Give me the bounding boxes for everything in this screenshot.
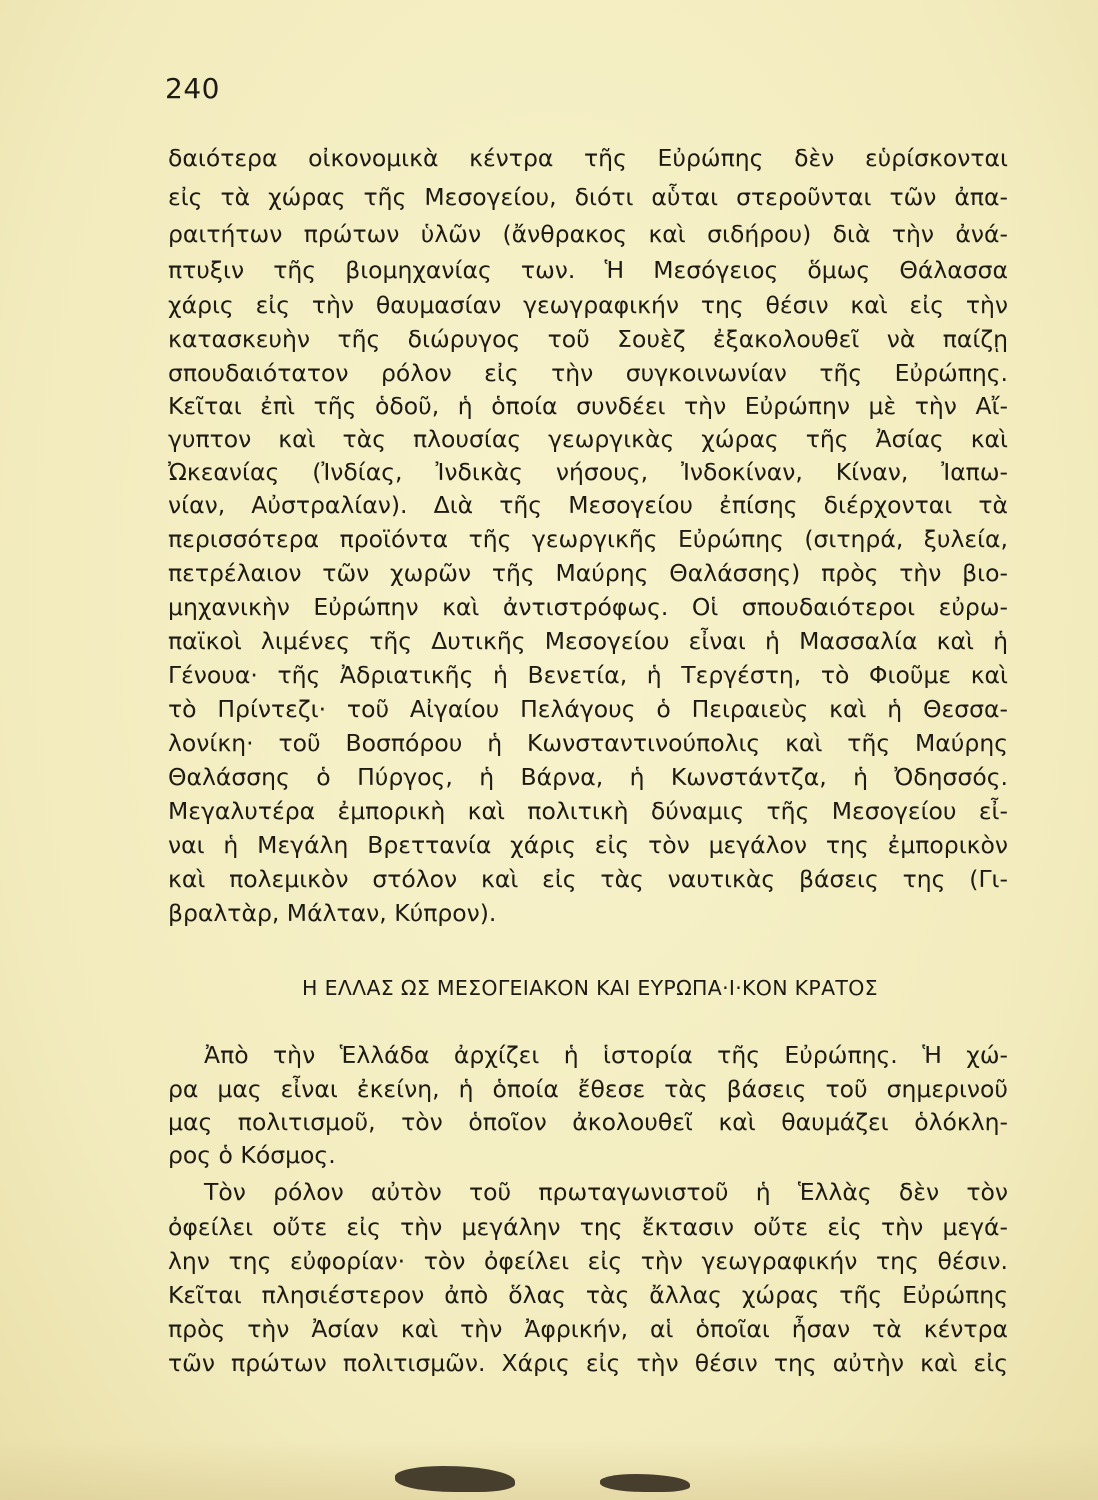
text-line: κατασκευὴν τῆς διώρυγος τοῦ Σουὲζ ἐξακολουθεῖ νὰ παίζῃ xyxy=(168,325,1008,353)
text-line: νίαν, Αὐστραλίαν). Διὰ τῆς Μεσογείου ἐπίσης διέρχονται τὰ xyxy=(168,491,1008,519)
page-number: 240 xyxy=(165,72,220,105)
worn-page-edge xyxy=(0,1440,1098,1500)
text-line: πετρέλαιον τῶν χωρῶν τῆς Μαύρης Θαλάσσης) πρὸς τὴν βιο- xyxy=(168,559,1008,587)
text-line: Μεγαλυτέρα ἐμπορικὴ καὶ πολιτικὴ δύναμις τῆς Μεσογείου εἶ- xyxy=(168,797,1008,825)
text-line: Ὠκεανίας (Ἰνδίας, Ἰνδικὰς νήσους, Ἰνδοκίναν, Κίναν, Ἰαπω- xyxy=(168,458,1008,486)
text-line: πρὸς τὴν Ἀσίαν καὶ τὴν Ἀφρικήν, αἱ ὁποῖαι ἦσαν τὰ κέντρα xyxy=(168,1315,1008,1343)
ink-stain xyxy=(600,1474,690,1492)
text-line: δαιότερα οἰκονομικὰ κέντρα τῆς Εὐρώπης δὲν εὑρίσκονται xyxy=(168,144,1008,172)
text-line: χάρις εἰς τὴν θαυμασίαν γεωγραφικήν της θέσιν καὶ εἰς τὴν xyxy=(168,291,1008,319)
text-line: λην της εὐφορίαν· τὸν ὀφείλει εἰς τὴν γεωγραφικήν της θέσιν. xyxy=(168,1247,1008,1275)
text-line: Γένουα· τῆς Ἀδριατικῆς ἡ Βενετία, ἡ Τεργέστη, τὸ Φιοῦμε καὶ xyxy=(168,661,1008,689)
text-line: πτυξιν τῆς βιομηχανίας των. Ἡ Μεσόγειος ὅμως Θάλασσα xyxy=(168,256,1008,284)
text-line: Κεῖται πλησιέστερον ἀπὸ ὅλας τὰς ἄλλας χώρας τῆς Εὐρώπης xyxy=(168,1281,1008,1309)
text-line: τὸ Πρίντεζι· τοῦ Αἰγαίου Πελάγους ὁ Πειραιεὺς καὶ ἡ Θεσσα- xyxy=(168,695,1008,723)
text-line: Ἀπὸ τὴν Ἑλλάδα ἀρχίζει ἡ ἱστορία τῆς Εὐρώπης. Ἡ χώ- xyxy=(204,1041,1008,1069)
text-line: παϊκοὶ λιμένες τῆς Δυτικῆς Μεσογείου εἶναι ἡ Μασσαλία καὶ ἡ xyxy=(168,627,1008,655)
text-line: περισσότερα προϊόντα τῆς γεωργικῆς Εὐρώπης (σιτηρά, ξυλεία, xyxy=(168,525,1008,553)
text-line: σπουδαιότατον ρόλον εἰς τὴν συγκοινωνίαν τῆς Εὐρώπης. xyxy=(168,359,1008,387)
text-line: λονίκη· τοῦ Βοσπόρου ἡ Κωνσταντινούπολις καὶ τῆς Μαύρης xyxy=(168,729,1008,757)
text-line: γυπτον καὶ τὰς πλουσίας γεωργικὰς χώρας τῆς Ἀσίας καὶ xyxy=(168,425,1008,453)
text-line: ραιτήτων πρώτων ὑλῶν (ἄνθρακος καὶ σιδήρου) διὰ τὴν ἀνά- xyxy=(168,220,1008,248)
text-line: βραλτὰρ, Μάλταν, Κύπρον). xyxy=(168,899,497,927)
text-line: ναι ἡ Μεγάλη Βρεττανία χάρις εἰς τὸν μεγάλον της ἐμπορικὸν xyxy=(168,831,1008,859)
text-line: Τὸν ρόλον αὐτὸν τοῦ πρωταγωνιστοῦ ἡ Ἑλλὰς δὲν τὸν xyxy=(204,1178,1008,1206)
text-line: ρα μας εἶναι ἐκείνη, ἡ ὁποία ἔθεσε τὰς βάσεις τοῦ σημερινοῦ xyxy=(168,1075,1008,1103)
text-line: εἰς τὰ χώρας τῆς Μεσογείου, διότι αὗται στεροῦνται τῶν ἀπα- xyxy=(168,183,1008,211)
section-heading: Η ΕΛΛΑΣ ΩΣ ΜΕΣΟΓΕΙΑΚΟΝ ΚΑΙ ΕΥΡΩΠΑ·Ι·ΚΟΝ ΚΡΑΤΟΣ xyxy=(302,976,878,1000)
text-line: Κεῖται ἐπὶ τῆς ὁδοῦ, ἡ ὁποία συνδέει τὴν Εὐρώπην μὲ τὴν Αἴ- xyxy=(168,392,1008,420)
text-line: μηχανικὴν Εὐρώπην καὶ ἀντιστρόφως. Οἱ σπουδαιότεροι εὐρω- xyxy=(168,593,1008,621)
text-line: καὶ πολεμικὸν στόλον καὶ εἰς τὰς ναυτικὰς βάσεις της (Γι- xyxy=(168,865,1008,893)
text-line: ὀφείλει οὔτε εἰς τὴν μεγάλην της ἔκτασιν οὔτε εἰς τὴν μεγά- xyxy=(168,1213,1008,1241)
text-line: Θαλάσσης ὁ Πύργος, ἡ Βάρνα, ἡ Κωνστάντζα, ἡ Ὀδησσός. xyxy=(168,763,1008,791)
text-line: τῶν πρώτων πολιτισμῶν. Χάρις εἰς τὴν θέσιν της αὐτὴν καὶ εἰς xyxy=(168,1349,1008,1377)
text-line: μας πολιτισμοῦ, τὸν ὁποῖον ἀκολουθεῖ καὶ θαυμάζει ὁλόκλη- xyxy=(168,1108,1008,1136)
text-line: ρος ὁ Κόσμος. xyxy=(168,1141,336,1169)
